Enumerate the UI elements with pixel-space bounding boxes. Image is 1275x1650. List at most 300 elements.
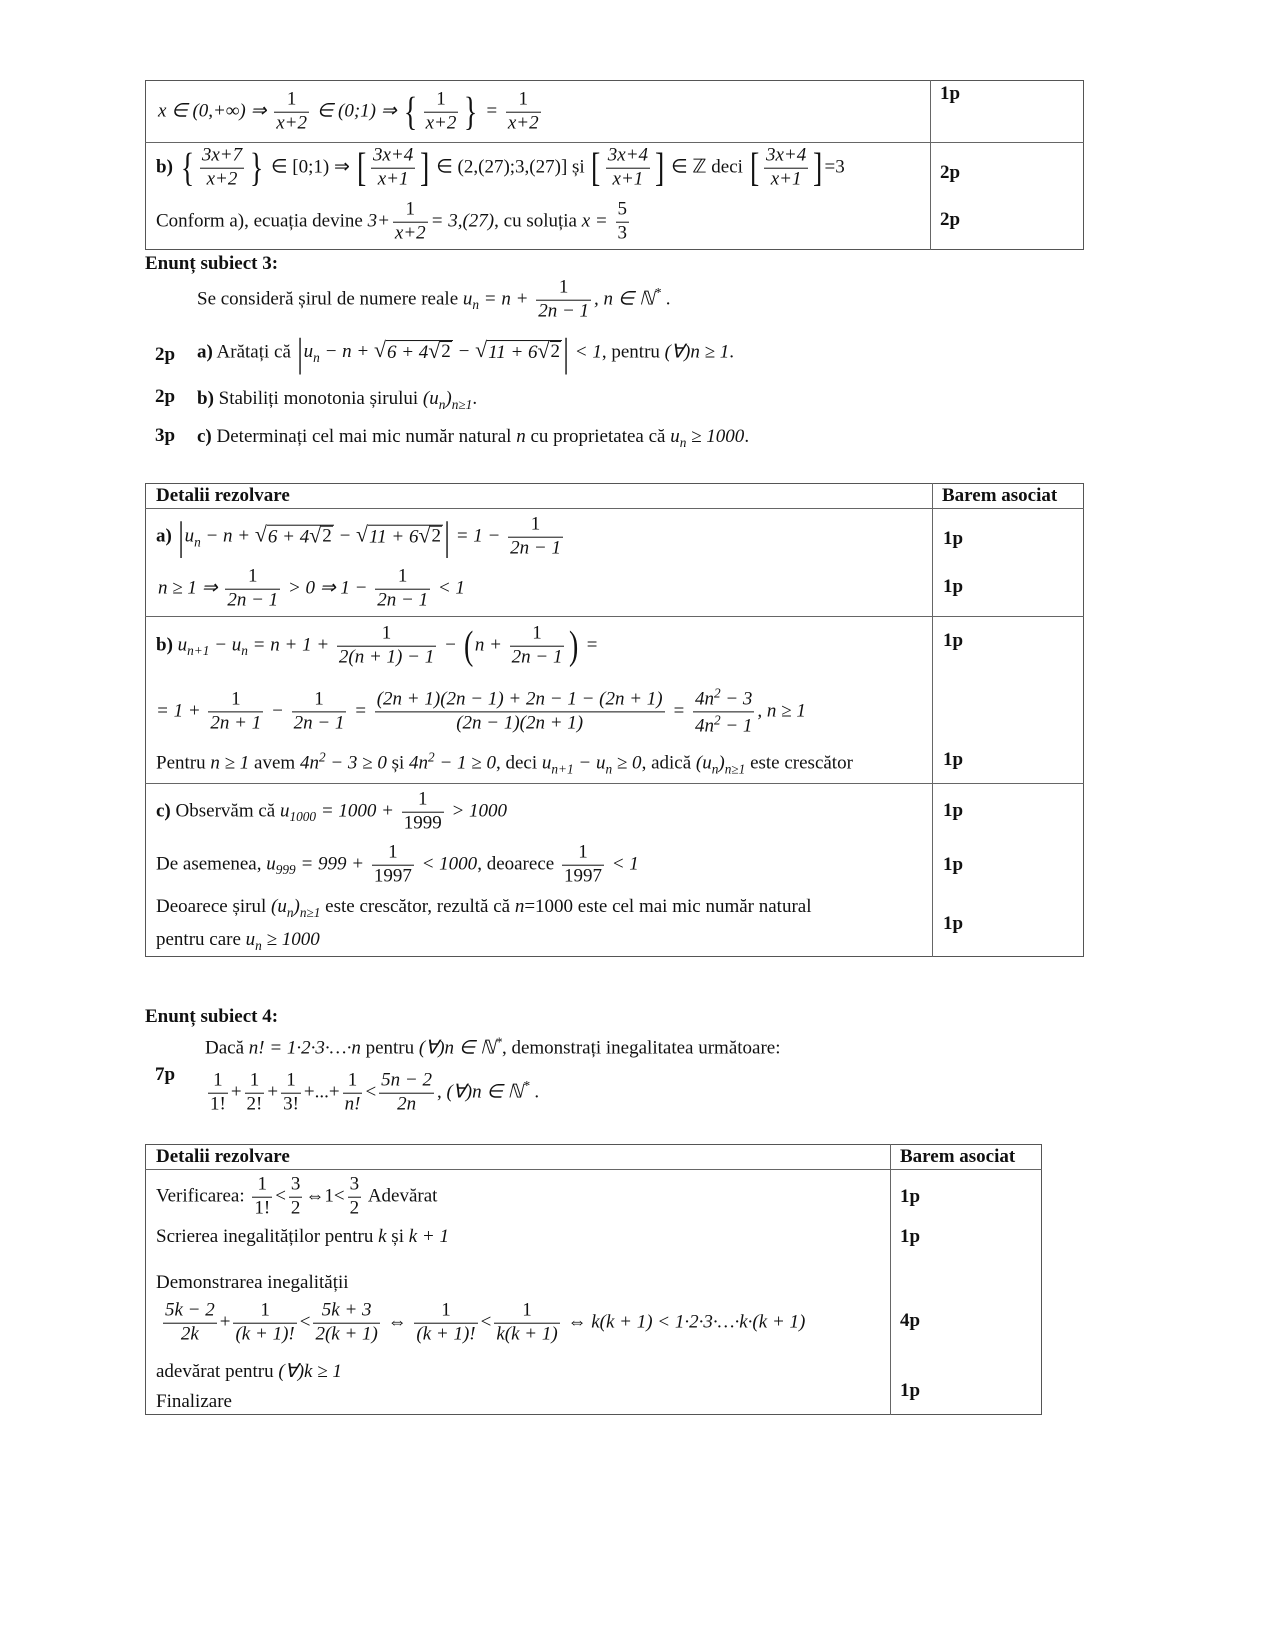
text: , bbox=[436, 1081, 447, 1103]
fraction bbox=[379, 1070, 434, 1117]
numerator bbox=[252, 1174, 272, 1197]
row-divider bbox=[145, 1169, 1042, 1170]
fraction bbox=[208, 1070, 228, 1117]
delimited-group bbox=[401, 88, 480, 135]
math-expression: x+1 bbox=[377, 168, 409, 190]
denominator bbox=[313, 1323, 379, 1347]
text: 3 bbox=[349, 1173, 360, 1195]
denominator bbox=[200, 168, 244, 192]
numerator bbox=[245, 1070, 265, 1093]
math-expression: < 1 bbox=[570, 341, 602, 363]
text: 1 bbox=[248, 565, 258, 587]
delimited-group bbox=[178, 144, 267, 191]
numerator bbox=[424, 89, 459, 112]
math-expression: x+2 bbox=[206, 168, 238, 190]
fraction bbox=[424, 89, 459, 136]
square-root bbox=[374, 340, 453, 364]
numerator bbox=[536, 277, 591, 300]
numerator bbox=[494, 1300, 559, 1323]
math-expression: − 1 bbox=[720, 715, 753, 737]
solution-a-line-1 bbox=[156, 514, 566, 561]
points: 1p bbox=[943, 854, 964, 875]
math-expression: < 1 bbox=[606, 853, 639, 875]
solution-c-line-1 bbox=[156, 789, 507, 836]
subject-4-title: Enunț subiect 4: bbox=[145, 1006, 279, 1027]
points: 2p bbox=[155, 386, 176, 407]
points: 1p bbox=[943, 528, 964, 549]
table-header-details: Detalii rezolvare bbox=[156, 1146, 290, 1167]
text: Demonstrarea inegalității bbox=[156, 1272, 349, 1294]
text: este crescător bbox=[745, 752, 853, 774]
points: 3p bbox=[155, 425, 176, 446]
text: 3 bbox=[617, 222, 628, 244]
fraction bbox=[494, 1300, 559, 1347]
numerator bbox=[292, 689, 347, 712]
math-expression: ≥ 0 bbox=[612, 752, 642, 774]
writing-inequalities-line bbox=[156, 1226, 449, 1248]
text: pentru care bbox=[156, 928, 246, 950]
text: < bbox=[299, 1311, 311, 1333]
math-expression: 2n − 1 bbox=[511, 646, 563, 668]
math-expression: − 3 bbox=[720, 688, 753, 710]
text: Stabiliți monotonia șirului bbox=[213, 387, 423, 409]
denominator bbox=[508, 537, 563, 561]
radical-sign: √ bbox=[537, 339, 550, 364]
math-expression: n! bbox=[344, 1093, 361, 1115]
points: 2p bbox=[940, 209, 961, 230]
math-expression: 2n − 1 bbox=[538, 300, 590, 322]
denominator bbox=[343, 1093, 363, 1117]
numerator bbox=[379, 1070, 434, 1093]
numerator bbox=[375, 566, 430, 589]
math-expression: = 999 + bbox=[295, 853, 369, 875]
math-expression: 11 + 6 bbox=[488, 342, 538, 364]
fraction bbox=[562, 842, 604, 889]
text: 1 bbox=[417, 788, 428, 810]
text: , adică bbox=[641, 752, 696, 774]
numerator bbox=[414, 1300, 477, 1323]
math-expression: k(k + 1) < 1·2·3·…·k·(k + 1) bbox=[591, 1311, 806, 1333]
text: 1 bbox=[260, 1299, 270, 1321]
math-expression: 3x+4 bbox=[765, 144, 807, 166]
denominator bbox=[208, 712, 263, 736]
numerator bbox=[348, 1174, 362, 1197]
fraction bbox=[348, 1174, 362, 1221]
math-subscript: n+1 bbox=[187, 643, 210, 659]
math-expression: (u bbox=[271, 895, 287, 917]
numerator bbox=[506, 89, 541, 112]
fraction bbox=[506, 89, 541, 136]
close-delimiter: | bbox=[563, 330, 569, 376]
radical-sign: √ bbox=[418, 523, 431, 548]
denominator bbox=[233, 1323, 296, 1347]
text: Deoarece șirul bbox=[156, 895, 271, 917]
math-variable: n bbox=[514, 895, 525, 917]
math-expression: u bbox=[279, 800, 290, 822]
math-expression: 2(n + 1) − 1 bbox=[338, 646, 435, 668]
numerator bbox=[375, 689, 665, 712]
math-subscript: n bbox=[286, 904, 294, 920]
numerator bbox=[393, 199, 428, 222]
math-subscript: n bbox=[679, 434, 687, 450]
denominator bbox=[289, 1197, 303, 1221]
math-expression: − n + bbox=[319, 341, 374, 363]
square-root bbox=[475, 340, 562, 364]
proof-conclusion bbox=[156, 1361, 342, 1383]
delimited-group bbox=[177, 514, 451, 560]
math-expression: = 1 + bbox=[156, 700, 206, 722]
solution-a-conclusion bbox=[158, 89, 544, 136]
delimited-group bbox=[296, 330, 570, 376]
text: 2 bbox=[349, 1197, 360, 1219]
math-expression: u bbox=[462, 288, 473, 310]
denominator bbox=[245, 1093, 265, 1117]
text: 1 bbox=[381, 622, 392, 644]
radical-sign: √ bbox=[309, 523, 322, 548]
text: Se consideră șirul de numere reale bbox=[197, 288, 463, 310]
math-expression: (∀)n ∈ ℕ bbox=[446, 1081, 523, 1103]
numerator bbox=[508, 514, 563, 537]
denominator bbox=[764, 168, 808, 192]
text: 1 bbox=[388, 841, 398, 863]
text: 1997 bbox=[563, 865, 602, 887]
text: ⇔ bbox=[562, 1311, 592, 1333]
points: 7p bbox=[155, 1064, 176, 1085]
radicand bbox=[321, 525, 333, 547]
math-expression: = bbox=[580, 634, 599, 656]
text: Adevărat bbox=[364, 1185, 438, 1207]
close-delimiter: ] bbox=[813, 145, 823, 191]
square-root bbox=[418, 525, 442, 547]
math-expression: n! = 1·2·3·…·n bbox=[248, 1037, 361, 1059]
math-subscript: n bbox=[711, 761, 719, 777]
denominator bbox=[375, 712, 665, 736]
math-superscript: 2 bbox=[428, 749, 435, 765]
text: 1 bbox=[578, 841, 588, 863]
math-expression: = bbox=[667, 700, 690, 722]
fraction bbox=[245, 1070, 265, 1117]
solution-c-line-4 bbox=[156, 929, 320, 953]
math-expression: (2n + 1)(2n − 1) + 2n − 1 − (2n + 1) bbox=[376, 688, 663, 710]
math-expression: (u bbox=[695, 752, 712, 774]
square-root bbox=[255, 524, 334, 548]
text: Arătați că bbox=[212, 341, 296, 363]
math-superscript: 2 bbox=[713, 685, 721, 701]
denominator bbox=[252, 1197, 272, 1221]
math-expression: = 1000 + bbox=[316, 800, 399, 822]
text: < bbox=[365, 1081, 377, 1103]
math-subscript: n bbox=[194, 534, 201, 550]
numerator bbox=[372, 842, 414, 865]
numerator bbox=[281, 1070, 301, 1093]
denominator bbox=[379, 1093, 434, 1117]
math-subscript: n bbox=[241, 643, 248, 659]
text: . bbox=[660, 288, 671, 310]
text: 1 bbox=[286, 88, 297, 110]
math-expression: 2n bbox=[397, 1093, 417, 1115]
text: adevărat pentru bbox=[156, 1361, 279, 1383]
numerator bbox=[274, 89, 309, 112]
math-expression: n ≥ 1 ⇒ bbox=[158, 577, 223, 599]
solution-c-line-3 bbox=[156, 896, 811, 920]
solution-a-line-2 bbox=[158, 566, 465, 613]
fraction bbox=[606, 145, 650, 192]
delimited-group bbox=[355, 144, 432, 191]
close-delimiter: ] bbox=[655, 145, 665, 191]
math-expression: = 1 − bbox=[450, 525, 506, 547]
fraction bbox=[508, 514, 563, 561]
fraction bbox=[252, 1174, 272, 1221]
math-expression: x+2 bbox=[276, 112, 307, 134]
radicand bbox=[430, 525, 442, 547]
subject-3-question-b bbox=[197, 388, 477, 412]
points: 1p bbox=[900, 1226, 921, 1247]
math-expression: u bbox=[177, 634, 188, 656]
numerator bbox=[208, 689, 263, 712]
item-label: a) bbox=[197, 341, 213, 363]
text: și bbox=[386, 1226, 409, 1248]
text: + bbox=[219, 1311, 231, 1333]
math-expression: = n + bbox=[479, 288, 534, 310]
math-expression: = bbox=[349, 700, 372, 722]
math-expression: , n ≥ 1 bbox=[757, 700, 806, 722]
math-expression: u bbox=[245, 928, 256, 950]
denominator bbox=[536, 300, 591, 324]
radical-sign: √ bbox=[428, 339, 441, 364]
math-superscript: 2 bbox=[318, 749, 326, 765]
fraction bbox=[402, 789, 444, 836]
denominator bbox=[494, 1323, 559, 1347]
fraction bbox=[313, 1300, 379, 1347]
solution-b-result bbox=[156, 199, 632, 246]
math-expression: − bbox=[452, 341, 476, 363]
points: 2p bbox=[940, 162, 961, 183]
fraction bbox=[510, 623, 565, 670]
fraction bbox=[536, 277, 591, 324]
open-delimiter: { bbox=[404, 89, 418, 135]
subject-3-title: Enunț subiect 3: bbox=[145, 253, 279, 274]
points: 2p bbox=[155, 344, 176, 365]
math-expression: (k + 1)! bbox=[416, 1323, 476, 1345]
math-expression: 3+ bbox=[367, 210, 390, 232]
numerator bbox=[402, 789, 444, 812]
row-divider bbox=[145, 616, 1084, 617]
solution-b-line-1 bbox=[156, 623, 598, 670]
denominator bbox=[274, 112, 309, 136]
math-expression: x+1 bbox=[612, 168, 644, 190]
open-delimiter: ( bbox=[463, 623, 473, 669]
close-delimiter: } bbox=[464, 89, 478, 135]
text: 1! bbox=[254, 1197, 271, 1219]
points: 1p bbox=[943, 576, 964, 597]
row-divider bbox=[145, 142, 1084, 143]
math-expression: 2(k + 1) bbox=[315, 1323, 378, 1345]
numerator bbox=[313, 1300, 379, 1323]
square-root bbox=[356, 524, 443, 548]
math-expression: (∀)n ∈ ℕ bbox=[418, 1037, 496, 1059]
numerator bbox=[510, 623, 565, 646]
denominator bbox=[225, 589, 280, 613]
text: 1997 bbox=[373, 865, 412, 887]
numerator bbox=[337, 623, 436, 646]
math-expression: − u bbox=[573, 752, 606, 774]
text: și bbox=[386, 752, 410, 774]
denominator bbox=[375, 589, 430, 613]
open-delimiter: | bbox=[177, 514, 184, 560]
math-subscript: n≥1 bbox=[451, 396, 473, 412]
open-delimiter: [ bbox=[356, 145, 366, 191]
math-expression: 5k + 3 bbox=[321, 1299, 372, 1321]
numerator bbox=[289, 1174, 303, 1197]
math-subscript: 999 bbox=[275, 862, 296, 878]
math-expression: ≥ 1000 bbox=[686, 425, 745, 447]
numerator bbox=[343, 1070, 363, 1093]
close-delimiter: ] bbox=[420, 145, 430, 191]
math-expression: − bbox=[439, 634, 462, 656]
math-expression: = bbox=[480, 100, 503, 122]
text: Verificarea: bbox=[156, 1185, 250, 1207]
proof-heading bbox=[156, 1272, 349, 1294]
math-expression: x+1 bbox=[770, 168, 802, 190]
points: 1p bbox=[900, 1186, 921, 1207]
open-delimiter: { bbox=[180, 145, 194, 191]
denominator bbox=[393, 222, 428, 246]
text: , deci bbox=[495, 752, 542, 774]
square-root bbox=[428, 341, 452, 363]
text: Dacă bbox=[205, 1037, 249, 1059]
fraction bbox=[225, 566, 280, 613]
math-expression: = n + 1 + bbox=[247, 634, 334, 656]
math-expression: (∀)k ≥ 1 bbox=[278, 1361, 342, 1383]
fraction bbox=[343, 1070, 363, 1117]
close-delimiter: } bbox=[249, 145, 264, 191]
solution-b-line-3 bbox=[156, 749, 853, 776]
close-delimiter: ) bbox=[569, 623, 579, 669]
column-divider bbox=[890, 1144, 891, 1415]
fraction bbox=[233, 1300, 296, 1347]
text: 2! bbox=[246, 1093, 263, 1115]
math-expression: − u bbox=[209, 634, 242, 656]
fraction bbox=[200, 145, 244, 192]
math-expression: x+2 bbox=[425, 112, 457, 134]
radical-sign: √ bbox=[373, 338, 386, 363]
radicand bbox=[267, 524, 334, 548]
math-subscript: n bbox=[472, 297, 480, 313]
proof-formula bbox=[160, 1300, 805, 1347]
table-header-score: Barem asociat bbox=[942, 485, 1058, 506]
math-variable: k bbox=[378, 1226, 387, 1248]
points: 1p bbox=[940, 83, 961, 104]
text: , cu soluția bbox=[494, 210, 582, 232]
open-delimiter: [ bbox=[591, 145, 601, 191]
text: 1 bbox=[213, 1069, 223, 1091]
open-delimiter: | bbox=[296, 330, 303, 376]
text: Conform a), ecuația devine bbox=[156, 210, 368, 232]
math-expression: < 1 bbox=[433, 577, 465, 599]
math-expression: ) bbox=[718, 752, 725, 774]
denominator bbox=[510, 646, 565, 670]
points: 1p bbox=[943, 800, 964, 821]
math-expression: u bbox=[541, 752, 552, 774]
math-expression: 2n − 1 bbox=[510, 537, 561, 559]
text: . bbox=[472, 387, 478, 409]
fraction bbox=[393, 199, 428, 246]
math-superscript: * bbox=[495, 1034, 502, 1050]
points: 1p bbox=[943, 913, 964, 934]
text: avem bbox=[249, 752, 300, 774]
numerator bbox=[163, 1300, 217, 1323]
text: + bbox=[230, 1081, 242, 1103]
denominator bbox=[348, 1197, 362, 1221]
denominator bbox=[208, 1093, 228, 1117]
text: 1 bbox=[397, 565, 408, 587]
table-header-details: Detalii rezolvare bbox=[156, 485, 290, 506]
row-divider bbox=[145, 508, 1084, 509]
finalization-line bbox=[156, 1391, 232, 1413]
numerator bbox=[562, 842, 604, 865]
text: cu proprietatea că bbox=[525, 425, 671, 447]
numerator bbox=[371, 145, 415, 168]
numerator bbox=[225, 566, 280, 589]
points: 1p bbox=[943, 749, 964, 770]
denominator bbox=[506, 112, 541, 136]
fraction bbox=[289, 1174, 303, 1221]
solution-c-line-2 bbox=[156, 842, 639, 889]
math-expression: 6 + 4 bbox=[267, 526, 310, 548]
text: Scrierea inegalităților pentru bbox=[156, 1226, 379, 1248]
points: 4p bbox=[900, 1310, 921, 1331]
math-expression: 3x+4 bbox=[607, 144, 649, 166]
delimited-group bbox=[462, 622, 581, 669]
denominator bbox=[616, 222, 630, 246]
fraction bbox=[292, 689, 347, 736]
text: . bbox=[729, 341, 735, 363]
denominator bbox=[371, 168, 415, 192]
subject-3-question-c bbox=[197, 426, 749, 450]
text: Observăm că bbox=[170, 800, 280, 822]
denominator bbox=[402, 812, 444, 836]
square-root bbox=[538, 341, 562, 363]
row-divider bbox=[145, 783, 1084, 784]
fraction bbox=[163, 1300, 217, 1347]
radicand bbox=[368, 524, 443, 548]
math-expression: 4n bbox=[694, 715, 714, 737]
item-label: c) bbox=[156, 800, 171, 822]
fraction bbox=[764, 145, 808, 192]
text: 1999 bbox=[403, 812, 442, 834]
text: 1 bbox=[522, 1299, 532, 1321]
math-expression: x = bbox=[581, 210, 613, 232]
math-expression: ) bbox=[445, 387, 452, 409]
denominator bbox=[292, 712, 347, 736]
math-expression: u bbox=[670, 425, 680, 447]
column-divider bbox=[932, 483, 933, 957]
fraction bbox=[208, 689, 263, 736]
math-expression: 6 + 4 bbox=[386, 342, 429, 364]
math-expression: 11 + 6 bbox=[369, 526, 419, 548]
text: De asemenea, bbox=[156, 853, 267, 875]
math-expression: (k + 1)! bbox=[235, 1323, 295, 1345]
radicand bbox=[550, 341, 562, 363]
radical-sign: √ bbox=[254, 522, 267, 547]
math-subscript: n+1 bbox=[551, 761, 574, 777]
math-expression: 3x+7 bbox=[201, 144, 243, 166]
text: . bbox=[744, 425, 750, 447]
text: 1 bbox=[532, 622, 542, 644]
delimited-group bbox=[589, 144, 666, 191]
math-superscript: 2 bbox=[713, 712, 721, 728]
math-expression: n ≥ 1 bbox=[210, 752, 250, 774]
